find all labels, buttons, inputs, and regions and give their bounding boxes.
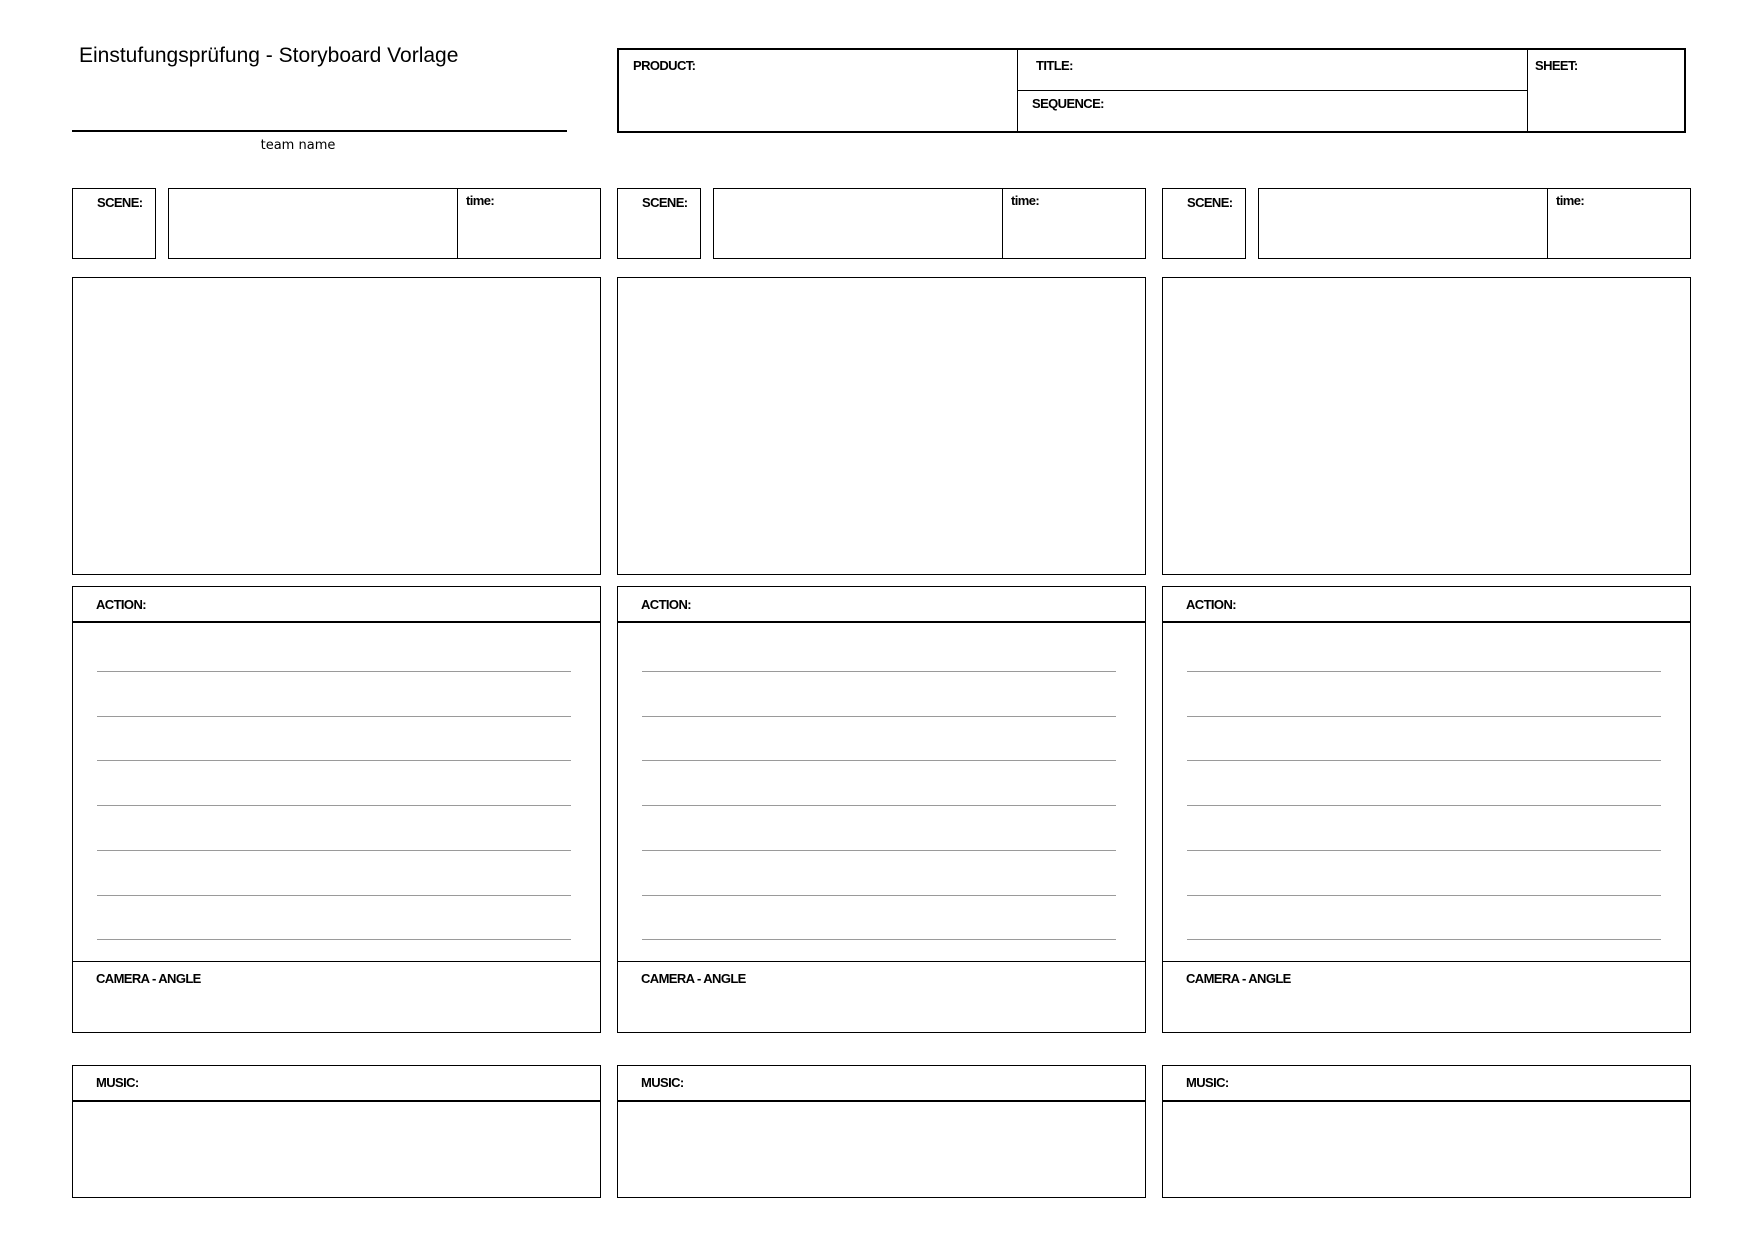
music-header-divider xyxy=(618,1100,1145,1102)
action-writing-line[interactable] xyxy=(1187,716,1661,717)
product-label: PRODUCT: xyxy=(633,58,696,73)
action-writing-line[interactable] xyxy=(97,850,571,851)
scene-label-box xyxy=(617,188,701,259)
action-writing-line[interactable] xyxy=(97,671,571,672)
action-header-divider xyxy=(73,621,600,623)
action-section xyxy=(1162,586,1691,1033)
action-writing-line[interactable] xyxy=(642,850,1116,851)
sheet-label: SHEET: xyxy=(1535,58,1578,73)
action-writing-line[interactable] xyxy=(642,760,1116,761)
scene-label: SCENE: xyxy=(97,195,143,210)
camera-divider xyxy=(73,961,600,962)
action-writing-line[interactable] xyxy=(97,895,571,896)
action-label: ACTION: xyxy=(1186,597,1236,612)
time-label: time: xyxy=(1556,193,1585,208)
scene-input[interactable] xyxy=(713,188,1003,259)
storyboard-panel-1 xyxy=(72,0,602,1240)
action-writing-line[interactable] xyxy=(97,716,571,717)
action-writing-line[interactable] xyxy=(97,760,571,761)
action-writing-line[interactable] xyxy=(1187,939,1661,940)
team-name-label: team name xyxy=(260,138,336,153)
action-writing-line[interactable] xyxy=(642,895,1116,896)
music-label: MUSIC: xyxy=(96,1075,139,1090)
music-section[interactable] xyxy=(72,1065,601,1198)
camera-angle-label: CAMERA - ANGLE xyxy=(641,971,746,986)
storyboard-frame[interactable] xyxy=(617,277,1146,575)
time-input[interactable] xyxy=(1547,188,1691,259)
camera-angle-label: CAMERA - ANGLE xyxy=(1186,971,1291,986)
music-label: MUSIC: xyxy=(1186,1075,1229,1090)
action-writing-line[interactable] xyxy=(1187,760,1661,761)
action-writing-line[interactable] xyxy=(1187,805,1661,806)
storyboard-frame[interactable] xyxy=(72,277,601,575)
scene-label: SCENE: xyxy=(1187,195,1233,210)
music-header-divider xyxy=(73,1100,600,1102)
scene-input[interactable] xyxy=(1258,188,1548,259)
action-header-divider xyxy=(1163,621,1690,623)
action-header-divider xyxy=(618,621,1145,623)
music-section[interactable] xyxy=(617,1065,1146,1198)
camera-divider xyxy=(618,961,1145,962)
action-writing-line[interactable] xyxy=(1187,850,1661,851)
scene-label-box xyxy=(1162,188,1246,259)
storyboard-panel-2 xyxy=(617,0,1147,1240)
action-writing-line[interactable] xyxy=(642,716,1116,717)
action-writing-line[interactable] xyxy=(1187,895,1661,896)
scene-input[interactable] xyxy=(168,188,458,259)
action-writing-line[interactable] xyxy=(642,671,1116,672)
scene-label-box xyxy=(72,188,156,259)
storyboard-panel-3 xyxy=(1162,0,1692,1240)
action-writing-line[interactable] xyxy=(97,805,571,806)
camera-angle-label: CAMERA - ANGLE xyxy=(96,971,201,986)
time-label: time: xyxy=(466,193,495,208)
music-header-divider xyxy=(1163,1100,1690,1102)
time-label: time: xyxy=(1011,193,1040,208)
time-input[interactable] xyxy=(1002,188,1146,259)
sequence-label: SEQUENCE: xyxy=(1032,96,1104,111)
time-input[interactable] xyxy=(457,188,601,259)
action-writing-line[interactable] xyxy=(1187,671,1661,672)
action-label: ACTION: xyxy=(96,597,146,612)
action-section xyxy=(72,586,601,1033)
action-writing-line[interactable] xyxy=(642,939,1116,940)
page-title: Einstufungsprüfung - Storyboard Vorlage xyxy=(79,44,459,67)
title-label: TITLE: xyxy=(1036,58,1073,73)
music-label: MUSIC: xyxy=(641,1075,684,1090)
storyboard-frame[interactable] xyxy=(1162,277,1691,575)
action-writing-line[interactable] xyxy=(642,805,1116,806)
camera-divider xyxy=(1163,961,1690,962)
scene-label: SCENE: xyxy=(642,195,688,210)
action-section xyxy=(617,586,1146,1033)
action-writing-line[interactable] xyxy=(97,939,571,940)
action-label: ACTION: xyxy=(641,597,691,612)
music-section[interactable] xyxy=(1162,1065,1691,1198)
